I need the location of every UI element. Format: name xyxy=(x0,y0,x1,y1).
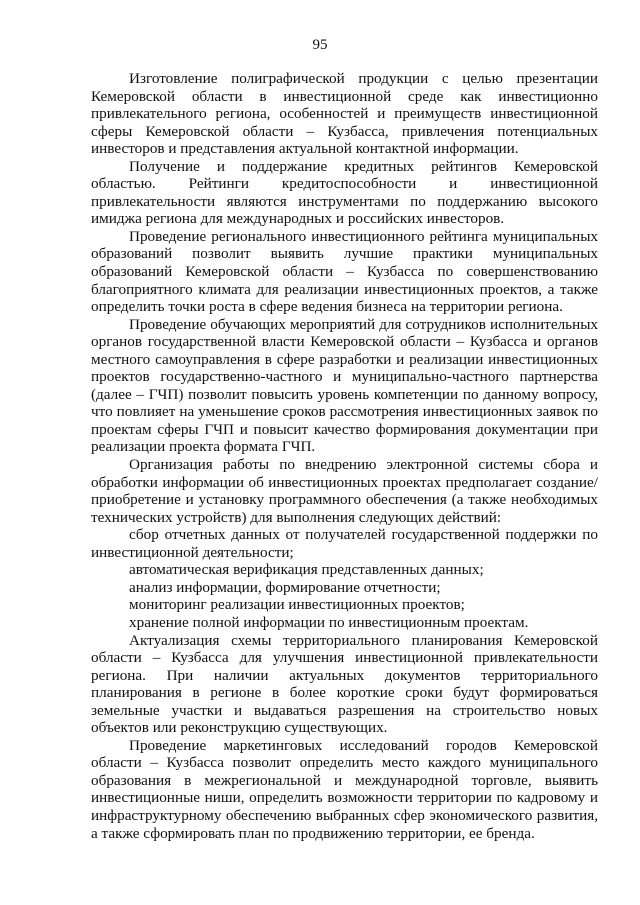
list-item: сбор отчетных данных от получателей государственной поддержки по инвестиционной деятельности; xyxy=(91,526,598,561)
list-item: автоматическая верификация представленных данных; xyxy=(129,561,484,579)
page-number: 95 xyxy=(312,37,328,53)
paragraph-credit-ratings: Получение и поддержание кредитных рейтингов Кемеровской областью. Рейтинги кредитоспособности и инвестиционной привлекательности являются инструментами по поддержанию высокого имиджа региона для международных и российских инвесторов. xyxy=(91,157,598,228)
paragraph-electronic-system: Организация работы по внедрению электронной системы сбора и обработки информации об инвестиционных проектах предполагает создание/приобретение и установку программного обеспечения (а также необходимых технических устройств) для выполнения следующих действий: xyxy=(91,456,598,526)
paragraph-territorial-planning: Актуализация схемы территориального планирования Кемеровской области – Кузбасса для улучшения инвестиционной привлекательности региона. При наличии актуальных документов территориального планирования в регионе в более короткие сроки будут формироваться земельные участки и выдаваться разрешения на строительство новых объектов или реконструкцию существующих. xyxy=(91,631,598,737)
paragraph-municipal-rating: Проведение регионального инвестиционного рейтинга муниципальных образований позволит выявить лучшие практики муниципальных образований Кемеровской области – Кузбасса по совершенствованию благоприятного климата для реализации инвестиционных проектов, а также определить точки роста в сфере ведения бизнеса на территории региона. xyxy=(91,227,598,316)
paragraph-training-events: Проведение обучающих мероприятий для сотрудников исполнительных органов государственной власти Кемеровской области – Кузбасса и органов местного самоуправления в сфере разработки и реализации инвестиционных проектов государственно-частного и муниципально-частного партнерства (далее – ГЧП) позволит повысить уровень компетенции по данному вопросу, что повлияет на уменьшение сроков рассмотрения инвестиционных заявок по проектам сферы ГЧП и повысит качество формирования документации при реализации проекта формата ГЧП. xyxy=(91,315,598,456)
list-item: хранение полной информации по инвестиционным проектам. xyxy=(129,613,529,631)
list-item: анализ информации, формирование отчетности; xyxy=(129,578,441,596)
paragraph-marketing-research: Проведение маркетинговых исследований городов Кемеровской области – Кузбасса позволит определить место каждого муниципального образования в межрегиональной и международной торговле, выявить инвестиционные ниши, определить возможности территории по кадровому и инфраструктурному обеспечению выбранных сфер экономического развития, а также сформировать план по продвижению территории, ее бренда. xyxy=(91,736,598,842)
list-item: мониторинг реализации инвестиционных проектов; xyxy=(129,596,465,614)
paragraph-polygraphic-products: Изготовление полиграфической продукции с целью презентации Кемеровской области в инвестиционной среде как инвестиционно привлекательного региона, особенностей и преимуществ инвестиционной сферы Кемеровской области – Кузбасса, привлечения потенциальных инвесторов и представления актуальной контактной информации. xyxy=(91,70,598,158)
document-body xyxy=(91,70,598,842)
